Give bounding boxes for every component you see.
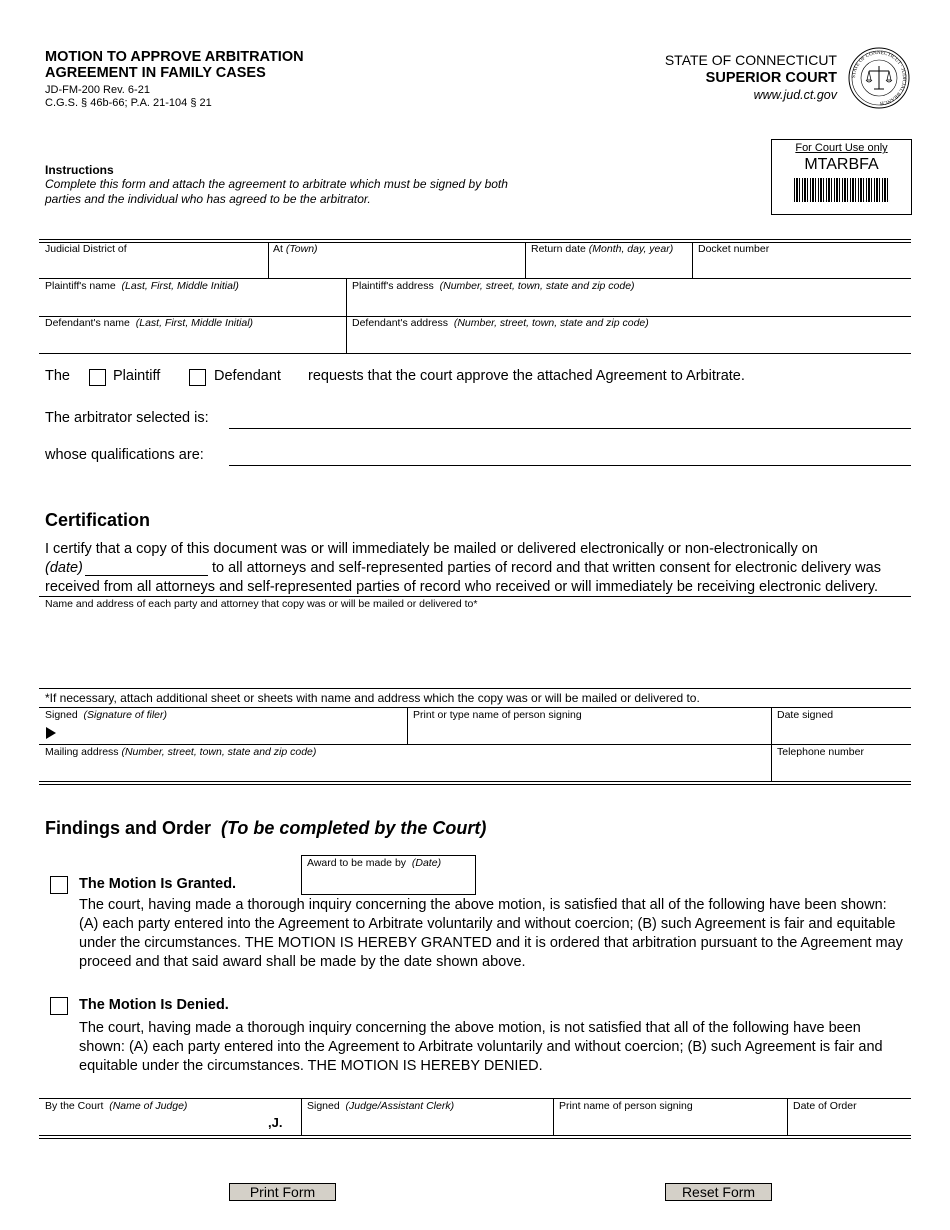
date-signed-input[interactable]: [777, 725, 911, 741]
defendant-name-input[interactable]: [45, 334, 345, 350]
names-top-rule: [39, 596, 911, 597]
plaintiff-address-label: Plaintiff's address (Number, street, town, state and zip code): [352, 280, 635, 292]
granted-text: The court, having made a thorough inquiry concerning the above motion, is satisfied that all of the following have been shown: (A) each party entered into the Agreement to Arbitrate voluntarily and without coercion; (B) such Agreement is fair and equitable under the circumstances. THE MOTION IS HEREBY GRANTED and it is ordered that arbitration pursuant to the Agreement may proceed and that said award shall be made by the date shown above.: [79, 897, 903, 970]
court-website: www.jud.ct.gov: [753, 88, 837, 102]
mailing-address-label: Mailing address (Number, street, town, state and zip code): [45, 746, 317, 758]
qualifications-label: whose qualifications are:: [45, 447, 204, 463]
request-text: requests that the court approve the attached Agreement to Arbitrate.: [308, 368, 745, 384]
court-use-code: MTARBFA: [804, 156, 879, 173]
certification-heading: Certification: [45, 510, 151, 530]
seal-text: STATE OF CONNECTICUT · JUDICIAL BRANCH: [850, 49, 908, 107]
col-divider: [787, 1098, 788, 1135]
town-input[interactable]: [273, 259, 525, 275]
filer-print-name-input[interactable]: [413, 725, 770, 741]
footnote-top-rule: [39, 688, 911, 689]
court-signature-input[interactable]: [307, 1116, 551, 1132]
court-header: [665, 52, 837, 102]
arbitrator-input[interactable]: [230, 410, 914, 428]
defendant-option-label: Defendant: [214, 368, 281, 384]
form-number: JD-FM-200 Rev. 6-21: [45, 84, 150, 96]
court-print-name-input[interactable]: [559, 1116, 786, 1132]
names-label: Name and address of each party and attorney that copy was or will be mailed or delivered to*: [45, 598, 478, 610]
plaintiff-checkbox[interactable]: [89, 369, 106, 386]
date-of-order-label: Date of Order: [793, 1100, 857, 1112]
certification-line-3: received from all attorneys and self-represented parties of record who received or will immediately be receiving electronic delivery.: [45, 579, 879, 595]
denied-title: The Motion Is Denied.: [79, 997, 229, 1013]
defendant-address-label: Defendant's address (Number, street, town, state and zip code): [352, 317, 649, 329]
return-date-input[interactable]: [531, 259, 692, 275]
findings-heading: Findings and Order (To be completed by the Court): [45, 818, 487, 838]
date-signed-label: Date signed: [777, 709, 834, 721]
judicial-seal-icon: [848, 47, 910, 109]
form-title: [45, 49, 304, 81]
order-bottom-rule-2: [39, 1138, 911, 1139]
col-divider: [525, 242, 526, 278]
col-divider: [346, 278, 347, 353]
docket-input[interactable]: [698, 259, 910, 275]
instructions: [45, 163, 515, 207]
motion-granted-checkbox[interactable]: [50, 876, 68, 894]
judicial-district-label: Judicial District of: [45, 243, 127, 255]
telephone-label: Telephone number: [777, 746, 864, 758]
defendant-address-input[interactable]: [352, 334, 910, 350]
request-the: The: [45, 368, 70, 384]
arbitrator-underline: [229, 428, 911, 429]
row-divider: [39, 353, 911, 354]
order-top-rule: [39, 1098, 911, 1099]
col-divider: [692, 242, 693, 278]
col-divider: [553, 1098, 554, 1135]
row-divider: [39, 781, 911, 782]
court-name: SUPERIOR COURT: [705, 70, 837, 86]
denied-text: The court, having made a thorough inquiry concerning the above motion, is not satisfied that all of the following have been shown: (A) each party entered into the Agreement to Arbitrate voluntarily and without coercion; (B) such Agreement is fair and equitable under the circumstances. THE MOTION IS HEREBY DENIED.: [79, 1020, 883, 1074]
judicial-district-input[interactable]: [45, 259, 267, 275]
defendant-name-label: Defendant's name (Last, First, Middle Initial): [45, 317, 254, 329]
docket-label: Docket number: [698, 243, 770, 255]
town-label: At (Town): [273, 243, 318, 255]
row-divider: [39, 744, 911, 745]
row-divider: [39, 707, 911, 708]
footnote-text: *If necessary, attach additional sheet or sheets with name and address which the copy was or will be mailed or delivered to.: [45, 691, 700, 705]
judge-name-input[interactable]: [45, 1116, 264, 1132]
filer-signed-label: Signed (Signature of filer): [45, 709, 167, 721]
award-date-label: Award to be made by (Date): [307, 857, 442, 869]
qualifications-underline: [229, 465, 911, 466]
arbitrator-label: The arbitrator selected is:: [45, 410, 209, 426]
court-print-name-label: Print name of person signing: [559, 1100, 693, 1112]
print-form-button[interactable]: Print Form: [229, 1183, 336, 1201]
court-use-label: For Court Use only: [795, 142, 888, 154]
filer-signature-input[interactable]: [60, 725, 406, 741]
award-date-box: [301, 855, 476, 895]
barcode-icon: [794, 178, 890, 202]
award-date-input[interactable]: [307, 874, 473, 890]
row-divider-2: [39, 784, 911, 785]
court-use-box: [771, 139, 912, 215]
qualifications-input[interactable]: [230, 447, 914, 465]
motion-denied-checkbox[interactable]: [50, 997, 68, 1015]
date-of-order-input[interactable]: [793, 1116, 911, 1132]
certification-line-2: to all attorneys and self-represented parties of record and that written consent for electronic delivery was: [212, 560, 881, 576]
title-line-1: MOTION TO APPROVE ARBITRATION: [45, 49, 304, 65]
title-line-2: AGREEMENT IN FAMILY CASES: [45, 65, 266, 81]
certification-date-label: (date): [45, 560, 83, 576]
by-court-label: By the Court (Name of Judge): [45, 1100, 188, 1112]
mailing-address-input[interactable]: [45, 762, 769, 778]
granted-title: The Motion Is Granted.: [79, 876, 237, 892]
certification-line-1: I certify that a copy of this document was or will immediately be mailed or delivered electronically or non-electronically on: [45, 541, 818, 557]
statute-citation: C.G.S. § 46b-66; P.A. 21-104 § 21: [45, 97, 212, 109]
state-name: STATE OF CONNECTICUT: [664, 52, 837, 68]
plaintiff-option-label: Plaintiff: [113, 368, 161, 384]
judge-suffix: ,J.: [268, 1115, 283, 1130]
col-divider: [301, 1098, 302, 1135]
plaintiff-name-label: Plaintiff's name (Last, First, Middle Initial): [45, 280, 239, 292]
plaintiff-name-input[interactable]: [45, 297, 345, 313]
reset-form-button[interactable]: Reset Form: [665, 1183, 772, 1201]
col-divider: [407, 707, 408, 744]
table-top-rule-2: [39, 242, 911, 243]
plaintiff-address-input[interactable]: [352, 297, 910, 313]
telephone-input[interactable]: [777, 762, 911, 778]
court-signed-label: Signed (Judge/Assistant Clerk): [307, 1100, 455, 1112]
names-addresses-textarea[interactable]: [45, 614, 909, 688]
row-divider: [39, 278, 911, 279]
instructions-text: Complete this form and attach the agreement to arbitrate which must be signed by both parties and the individual who has agreed to be the arbitrator.: [45, 177, 508, 206]
order-bottom-rule: [39, 1135, 911, 1136]
instructions-heading: Instructions: [45, 163, 114, 177]
col-divider: [268, 242, 269, 278]
defendant-checkbox[interactable]: [189, 369, 206, 386]
date-underline: [85, 575, 208, 576]
return-date-label: Return date (Month, day, year): [531, 243, 674, 255]
signature-arrow-icon: [45, 727, 57, 739]
table-top-rule: [39, 239, 911, 240]
filer-print-name-label: Print or type name of person signing: [413, 709, 582, 721]
